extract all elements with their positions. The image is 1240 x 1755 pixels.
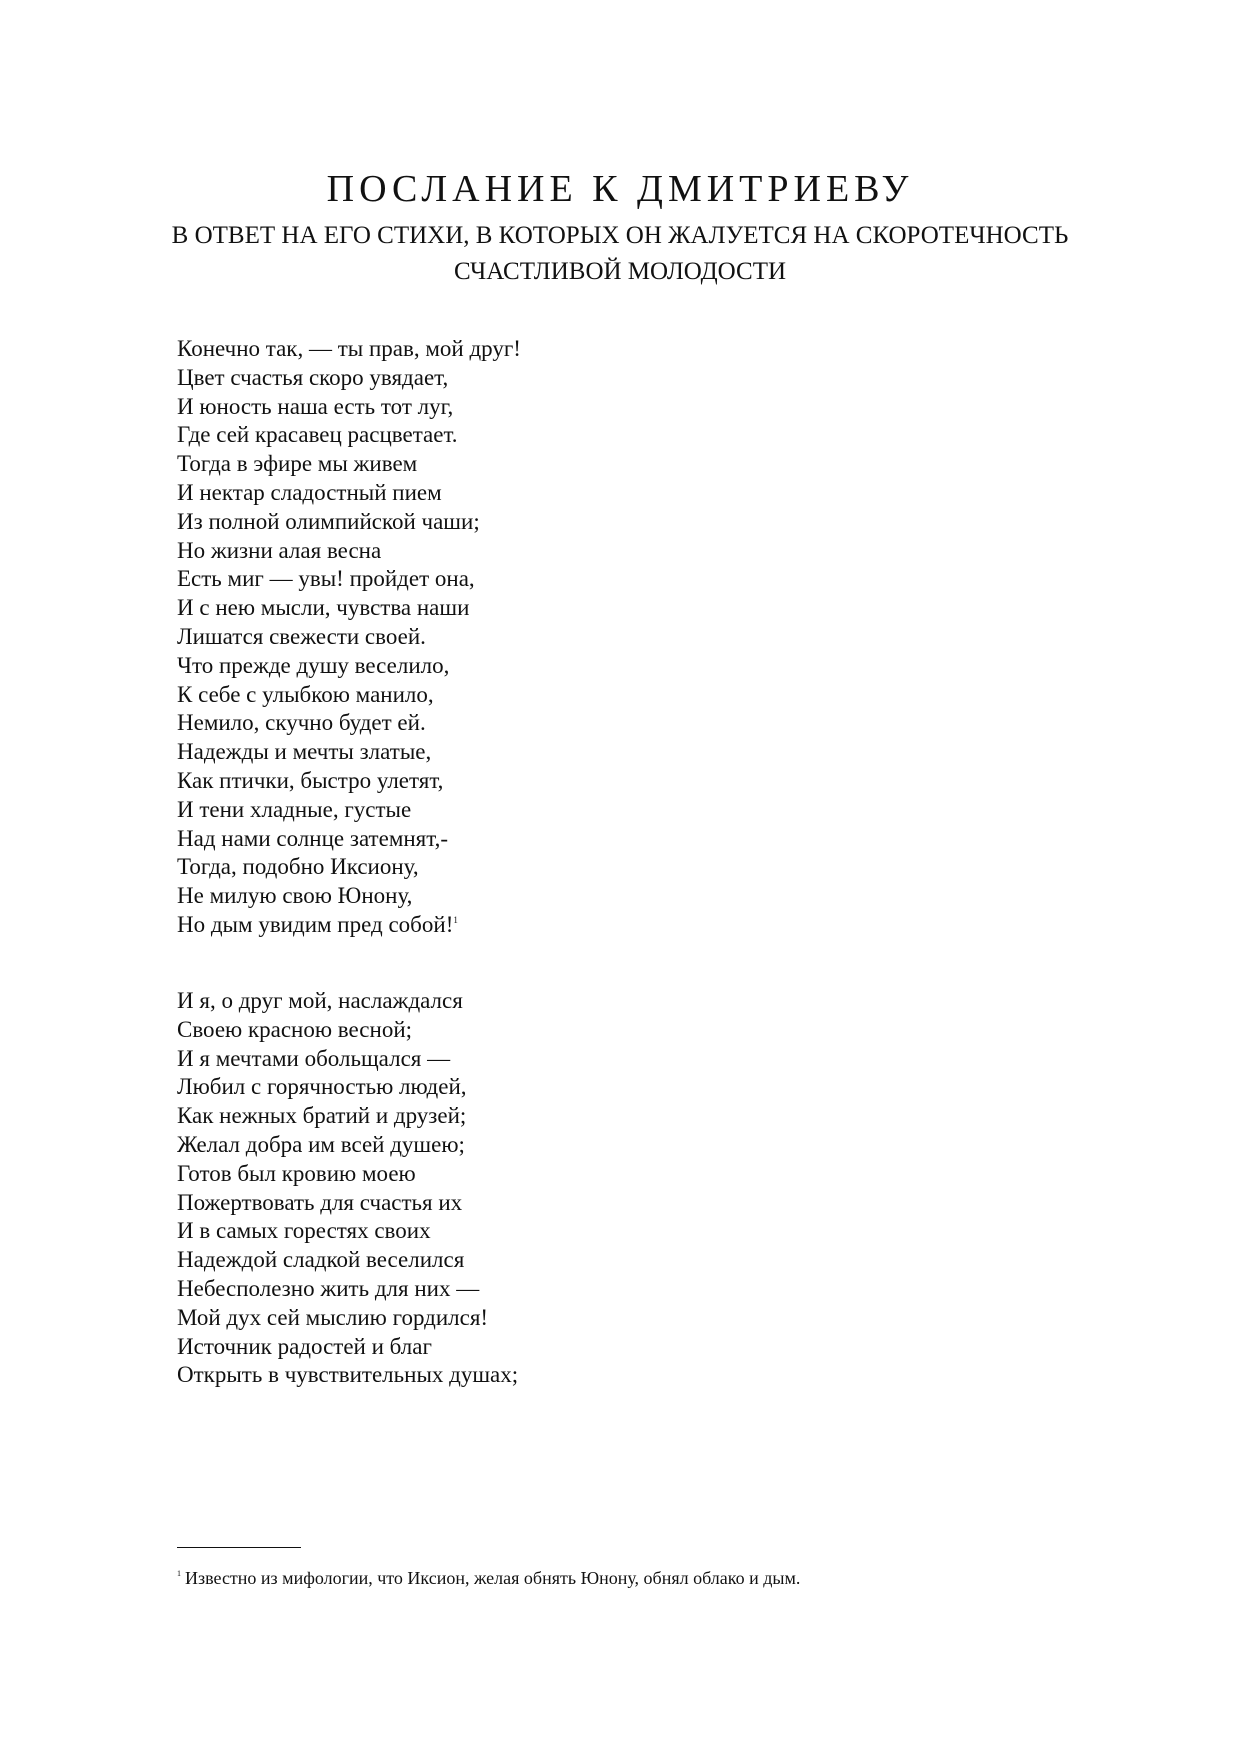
footnote-mark: 1: [177, 1569, 181, 1578]
verse-line: Лишатся свежести своей.: [177, 623, 426, 649]
footnote-reference[interactable]: 1: [453, 914, 458, 925]
verse-line: Тогда в эфире мы живем: [177, 451, 418, 477]
poem-title: ПОСЛАНИЕ К ДМИТРИЕВУ: [326, 168, 914, 210]
footnote-text: Известно из мифологии, что Иксион, желая обнять Юнону, обнял облако и дым.: [185, 1568, 801, 1588]
subtitle-line-2: СЧАСТЛИВОЙ МОЛОДОСТИ: [453, 258, 787, 285]
verse-line: Конечно так, — ты прав, мой друг!: [177, 336, 521, 361]
verse-line: Любил с горячностью людей,: [177, 1074, 467, 1100]
verse-line: Надеждой сладкой веселился: [177, 1247, 465, 1273]
stanza-1: [177, 335, 521, 940]
verse-line: Готов был кровию моею: [177, 1160, 416, 1186]
verse-line: Цвет счастья скоро увядает,: [177, 364, 449, 390]
verse-line: Как нежных братий и друзей;: [177, 1103, 467, 1129]
verse-line: И я, о друг мой, наслаждался: [177, 988, 463, 1013]
verse-line: И с нею мысли, чувства наши: [177, 595, 470, 621]
verse-line-text: Но дым увидим пред собой!: [177, 911, 454, 937]
verse-line: Что прежде душу веселило,: [177, 652, 450, 678]
poem-subtitle: [120, 218, 1120, 290]
verse-line: Над нами солнце затемнят,-: [177, 825, 448, 851]
verse-line: И в самых горестях своих: [177, 1218, 431, 1244]
verse-line: Немило, скучно будет ей.: [177, 710, 426, 736]
verse-line: Где сей красавец расцветает.: [177, 422, 458, 448]
verse-line: Надежды и мечты златые,: [177, 739, 432, 765]
verse-line: И тени хладные, густые: [177, 796, 412, 822]
stanza-2: [177, 987, 518, 1390]
verse-line: И я мечтами обольщался —: [177, 1045, 451, 1071]
verse-line: Желал добра им всей душею;: [177, 1131, 465, 1157]
verse-line: Источник радостей и благ: [177, 1333, 432, 1359]
verse-line: И юность наша есть тот луг,: [177, 393, 454, 419]
verse-line: Не милую свою Юнону,: [177, 883, 413, 909]
verse-line: И нектар сладостный пием: [177, 479, 442, 505]
verse-line: Есть миг — увы! пройдет она,: [177, 566, 475, 592]
verse-line-with-footnote: [177, 911, 521, 940]
verse-line: Из полной олимпийской чаши;: [177, 508, 480, 534]
verse-line: Своею красною весной;: [177, 1016, 413, 1042]
subtitle-line-1: В ОТВЕТ НА ЕГО СТИХИ, В КОТОРЫХ ОН ЖАЛУЕТСЯ НА СКОРОТЕЧНОСТЬ: [171, 222, 1069, 249]
verse-line: Мой дух сей мыслию гордился!: [177, 1304, 489, 1330]
footnote: [177, 1566, 800, 1590]
verse-line: Тогда, подобно Иксиону,: [177, 854, 419, 880]
verse-line: Как птички, быстро улетят,: [177, 767, 444, 793]
verse-line: К себе с улыбкою манило,: [177, 681, 434, 707]
verse-line: Открыть в чувствительных душах;: [177, 1362, 519, 1388]
verse-line: Небесполезно жить для них —: [177, 1275, 480, 1301]
footnote-separator: [177, 1547, 301, 1548]
verse-line: Но жизни алая весна: [177, 537, 382, 563]
verse-line: Пожертвовать для счастья их: [177, 1189, 463, 1215]
